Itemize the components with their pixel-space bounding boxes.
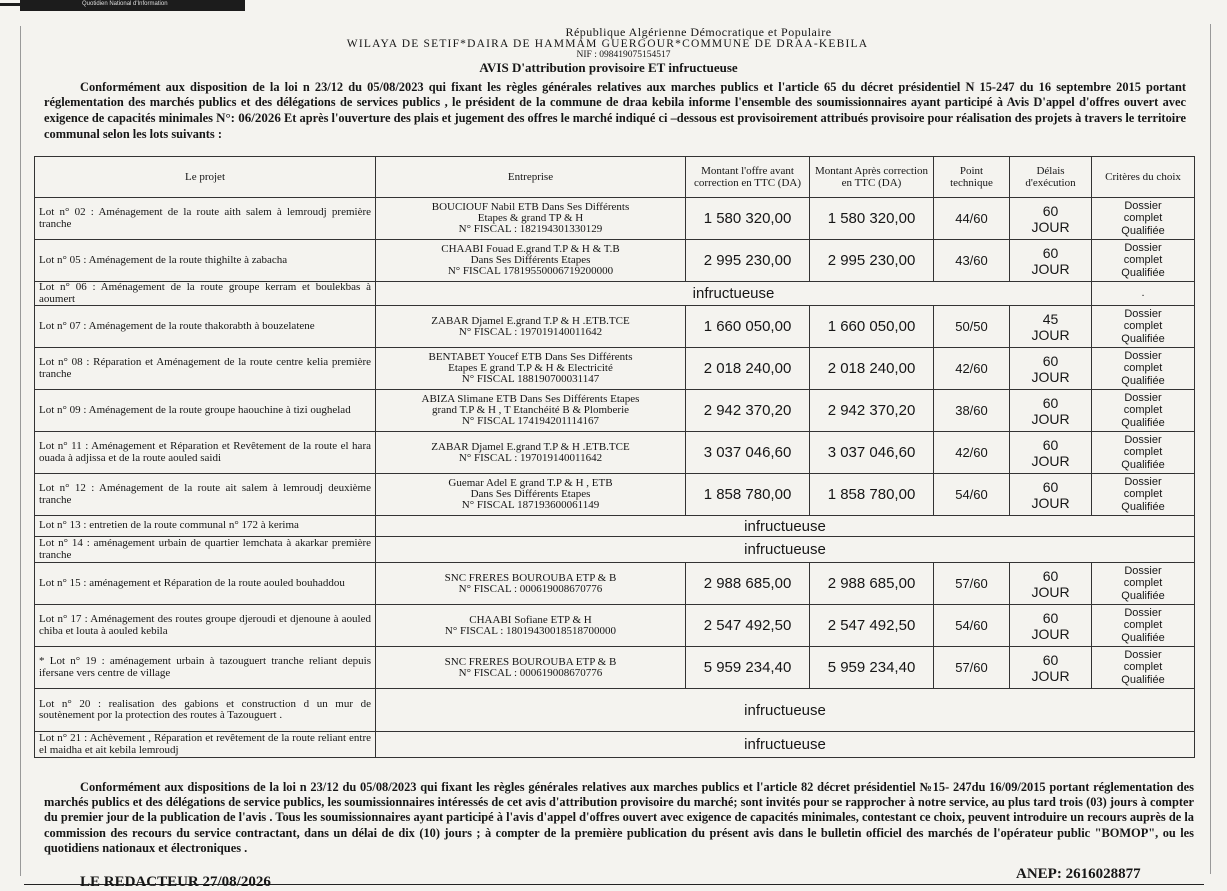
lot-criteria: Dossier complet Qualifiée xyxy=(1092,563,1195,605)
lot-amount-offer: 3 037 046,60 xyxy=(686,432,810,474)
col-delais: Délais d'exécution xyxy=(1010,157,1092,198)
anep-reference: ANEP: 2616028877 xyxy=(1016,866,1141,882)
lot-delay: 60 JOUR xyxy=(1010,390,1092,432)
lot-project: Lot n° 06 : Aménagement de la route groupe kerram et boulekbas à aoumert xyxy=(35,282,376,306)
lot-delay: 60 JOUR xyxy=(1010,348,1092,390)
table-row xyxy=(35,732,1195,758)
table-row xyxy=(35,348,1195,390)
lot-amount-after: 2 942 370,20 xyxy=(810,390,934,432)
lot-project: Lot n° 09 : Aménagement de la route groupe haouchine à tizi oughelad xyxy=(35,390,376,432)
lot-status-infructueuse: infructueuse xyxy=(376,516,1195,537)
nif-line: NIF : 098419075154517 xyxy=(576,50,671,60)
lot-status-infructueuse: infructueuse xyxy=(376,732,1195,758)
lot-criteria: Dossier complet Qualifiée xyxy=(1092,390,1195,432)
lot-project: Lot n° 05 : Aménagement de la route thighilte à zabacha xyxy=(35,240,376,282)
lot-delay: 60 JOUR xyxy=(1010,563,1092,605)
lot-criteria: Dossier complet Qualifiée xyxy=(1092,432,1195,474)
table-row xyxy=(35,432,1195,474)
lot-enterprise: ABIZA Slimane ETB Dans Ses Différents Etapes grand T.P & H , T Etanchéité B & Plomberie N° FISCAL 174194201114167 xyxy=(376,390,686,432)
col-entreprise: Entreprise xyxy=(376,157,686,198)
lot-score: 42/60 xyxy=(934,348,1010,390)
logo-subtitle: Quotidien National d'Information xyxy=(82,1,168,7)
lot-delay: 60 JOUR xyxy=(1010,198,1092,240)
lot-enterprise: BENTABET Youcef ETB Dans Ses Différents Etapes E grand T.P & H & Electricité N° FISCAL 188190700031147 xyxy=(376,348,686,390)
lot-score: 42/60 xyxy=(934,432,1010,474)
lot-score: 54/60 xyxy=(934,474,1010,516)
lot-score: 44/60 xyxy=(934,198,1010,240)
lot-criteria: Dossier complet Qualifiée xyxy=(1092,605,1195,647)
republic-line: République Algérienne Démocratique et Populaire xyxy=(565,25,832,39)
newspaper-logo xyxy=(20,0,245,11)
table-row xyxy=(35,390,1195,432)
lot-delay: 60 JOUR xyxy=(1010,605,1092,647)
lot-amount-offer: 5 959 234,40 xyxy=(686,647,810,689)
lot-criteria: Dossier complet Qualifiée xyxy=(1092,198,1195,240)
lot-score: 50/50 xyxy=(934,306,1010,348)
lot-criteria: Dossier complet Qualifiée xyxy=(1092,348,1195,390)
redacteur-signature: LE REDACTEUR 27/08/2026 xyxy=(80,874,271,890)
lot-project: Lot n° 02 : Aménagement de la route aith salem à lemroudj première tranche xyxy=(35,198,376,240)
lot-amount-after: 2 018 240,00 xyxy=(810,348,934,390)
table-row xyxy=(35,240,1195,282)
lot-status-infructueuse: infructueuse xyxy=(376,537,1195,563)
table-row xyxy=(35,647,1195,689)
lot-project: Lot n° 12 : Aménagement de la route ait salem à lemroudj deuxième tranche xyxy=(35,474,376,516)
col-projet: Le projet xyxy=(35,157,376,198)
lot-project: * Lot n° 19 : aménagement urbain à tazouguert tranche reliant depuis ifersane vers centre de village xyxy=(35,647,376,689)
lot-enterprise: BOUCIOUF Nabil ETB Dans Ses Différents Etapes & grand TP & H N° FISCAL : 182194301330129 xyxy=(376,198,686,240)
notice-header xyxy=(0,26,1227,75)
col-montant-apres: Montant Après correction en TTC (DA) xyxy=(810,157,934,198)
lot-enterprise: ZABAR Djamel E.grand T.P & H .ETB.TCE N° FISCAL : 197019140011642 xyxy=(376,306,686,348)
lot-project: Lot n° 17 : Aménagement des routes groupe djeroudi et djenoune à aouled chiba et louta à aouled kebila xyxy=(35,605,376,647)
col-point-technique: Point technique xyxy=(934,157,1010,198)
table-row xyxy=(35,306,1195,348)
intro-text-1: Conformément aux disposition de la loi n 23/12 du 05/08/2023 qui fixant les règles générales relatives aux marches publics et l'article 65 du décret présidentiel N 15-247 du 16 septembre 2015 portant réglementation des marchés publics et des délégations de services publics , le président de la commune de draa kebila informe l'ensemble des soumissionnaires ayant participé à Avis D'appel d'offres ouvert avec exigence de capacités minimales xyxy=(44,80,1186,126)
lot-delay: 60 JOUR xyxy=(1010,240,1092,282)
lot-amount-after: 5 959 234,40 xyxy=(810,647,934,689)
lot-score: 38/60 xyxy=(934,390,1010,432)
lots-table xyxy=(34,156,1195,758)
lot-project: Lot n° 13 : entretien de la route communal n° 172 à kerima xyxy=(35,516,376,537)
lot-enterprise: SNC FRERES BOUROUBA ETP & B N° FISCAL : 000619008670776 xyxy=(376,563,686,605)
lot-amount-after: 1 858 780,00 xyxy=(810,474,934,516)
lot-criteria-dot: . xyxy=(1092,282,1195,306)
col-montant-offre: Montant l'offre avant correction en TTC (DA) xyxy=(686,157,810,198)
lot-amount-offer: 1 580 320,00 xyxy=(686,198,810,240)
lot-enterprise: CHAABI Fouad E.grand T.P & H & T.B Dans Ses Différents Etapes N° FISCAL 17819550006719200000 xyxy=(376,240,686,282)
lot-delay: 60 JOUR xyxy=(1010,432,1092,474)
lot-criteria: Dossier complet Qualifiée xyxy=(1092,474,1195,516)
lot-amount-offer: 2 942 370,20 xyxy=(686,390,810,432)
lot-project: Lot n° 21 : Achèvement , Réparation et revêtement de la route reliant entre el maidha et ait kebila lemroudj xyxy=(35,732,376,758)
lot-amount-offer: 1 660 050,00 xyxy=(686,306,810,348)
lot-score: 57/60 xyxy=(934,563,1010,605)
notice-title: AVIS D'attribution provisoire ET infructueuse xyxy=(479,60,738,75)
closing-text: Conformément aux dispositions de la loi n 23/12 du 05/08/2023 qui fixant les règles générales relatives aux marches publics et l'article 82 décret présidentiel №15- 247du 16/09/2015 portant réglementation des marchés publics et des délégations de service publics, les soumissionnaires intéressés de cet avis d'attribution provisoire du marché; sont invités pour se rapprocher à notre service, au plus tard trois (03) jours à compter du premier jour de la publication de l'avis . Tous les soumissionnaires ayant participé à l'avis d'appel d'offres ouvert avec exigence de capacités minimales, contestant ce choix, peuvent introduire un recours auprès de la commission des recours du service contractant, dans un délai de dix (10) jours ; à compter de la première publication du présent avis dans le bulletin officiel des marchés de l'opérateur public "BOMOP", ou les quotidiens nationaux et électroniques . xyxy=(44,780,1194,855)
lot-amount-offer: 2 988 685,00 xyxy=(686,563,810,605)
lot-amount-after: 1 660 050,00 xyxy=(810,306,934,348)
lot-project: Lot n° 11 : Aménagement et Réparation et Revêtement de la route el hara ouada à adjissa et de la route aouled saidi xyxy=(35,432,376,474)
lot-score: 54/60 xyxy=(934,605,1010,647)
lot-score: 43/60 xyxy=(934,240,1010,282)
table-header-row xyxy=(35,157,1195,198)
closing-paragraph xyxy=(44,780,1194,856)
lot-amount-after: 3 037 046,60 xyxy=(810,432,934,474)
lot-enterprise: CHAABI Sofiane ETP & H N° FISCAL : 18019430018518700000 xyxy=(376,605,686,647)
lot-amount-after: 2 988 685,00 xyxy=(810,563,934,605)
lot-score: 57/60 xyxy=(934,647,1010,689)
table-row xyxy=(35,537,1195,563)
lot-criteria: Dossier complet Qualifiée xyxy=(1092,306,1195,348)
lot-delay: 60 JOUR xyxy=(1010,474,1092,516)
lot-amount-offer: 2 995 230,00 xyxy=(686,240,810,282)
lot-amount-offer: 2 018 240,00 xyxy=(686,348,810,390)
lot-enterprise: ZABAR Djamel E.grand T.P & H .ETB.TCE N° FISCAL : 197019140011642 xyxy=(376,432,686,474)
masthead-rule xyxy=(0,3,20,6)
lot-criteria: Dossier complet Qualifiée xyxy=(1092,647,1195,689)
table-row xyxy=(35,516,1195,537)
lot-criteria: Dossier complet Qualifiée xyxy=(1092,240,1195,282)
lot-amount-after: 1 580 320,00 xyxy=(810,198,934,240)
right-border-line xyxy=(1210,24,1211,874)
lot-project: Lot n° 15 : aménagement et Réparation de la route aouled bouhaddou xyxy=(35,563,376,605)
lot-amount-after: 2 547 492,50 xyxy=(810,605,934,647)
table-row xyxy=(35,198,1195,240)
table-row xyxy=(35,689,1195,732)
lot-enterprise: Guemar Adel E grand T.P & H , ETB Dans Ses Différents Etapes N° FISCAL 187193600061149 xyxy=(376,474,686,516)
left-border-line xyxy=(20,26,21,876)
table-row xyxy=(35,605,1195,647)
table-row xyxy=(35,474,1195,516)
lot-project: Lot n° 07 : Aménagement de la route thakorabth à bouzelatene xyxy=(35,306,376,348)
intro-text-2: Et après l'ouverture des plais et jugement des offres le marché indiqué ci –dessous est provisoirement attribués provisoire pour réalisation des projets à travers le territoire communal selon les lots suivants : xyxy=(44,111,1186,141)
tender-reference: N°: 06/2026 xyxy=(216,110,281,126)
lot-amount-offer: 2 547 492,50 xyxy=(686,605,810,647)
lot-project: Lot n° 20 : realisation des gabions et construction d un mur de soutènement por la protection des routes à Tazouguert . xyxy=(35,689,376,732)
lot-project: Lot n° 08 : Réparation et Aménagement de la route centre kelia première tranche xyxy=(35,348,376,390)
lot-enterprise: SNC FRERES BOUROUBA ETP & B N° FISCAL : 000619008670776 xyxy=(376,647,686,689)
intro-paragraph xyxy=(44,80,1186,142)
newspaper-top-band xyxy=(0,0,1227,14)
table-row xyxy=(35,563,1195,605)
lot-delay: 60 JOUR xyxy=(1010,647,1092,689)
lot-amount-after: 2 995 230,00 xyxy=(810,240,934,282)
lot-project: Lot n° 14 : aménagement urbain de quartier lemchata à akarkar première tranche xyxy=(35,537,376,563)
lot-delay: 45 JOUR xyxy=(1010,306,1092,348)
lot-status-infructueuse: infructueuse xyxy=(376,282,1092,306)
table-row xyxy=(35,282,1195,306)
lot-amount-offer: 1 858 780,00 xyxy=(686,474,810,516)
col-criteres: Critères du choix xyxy=(1092,157,1195,198)
wilaya-line: WILAYA DE SETIF*DAIRA DE HAMMAM GUERGOUR*COMMUNE DE DRAA-KEBILA xyxy=(346,38,869,50)
lot-status-infructueuse: infructueuse xyxy=(376,689,1195,732)
